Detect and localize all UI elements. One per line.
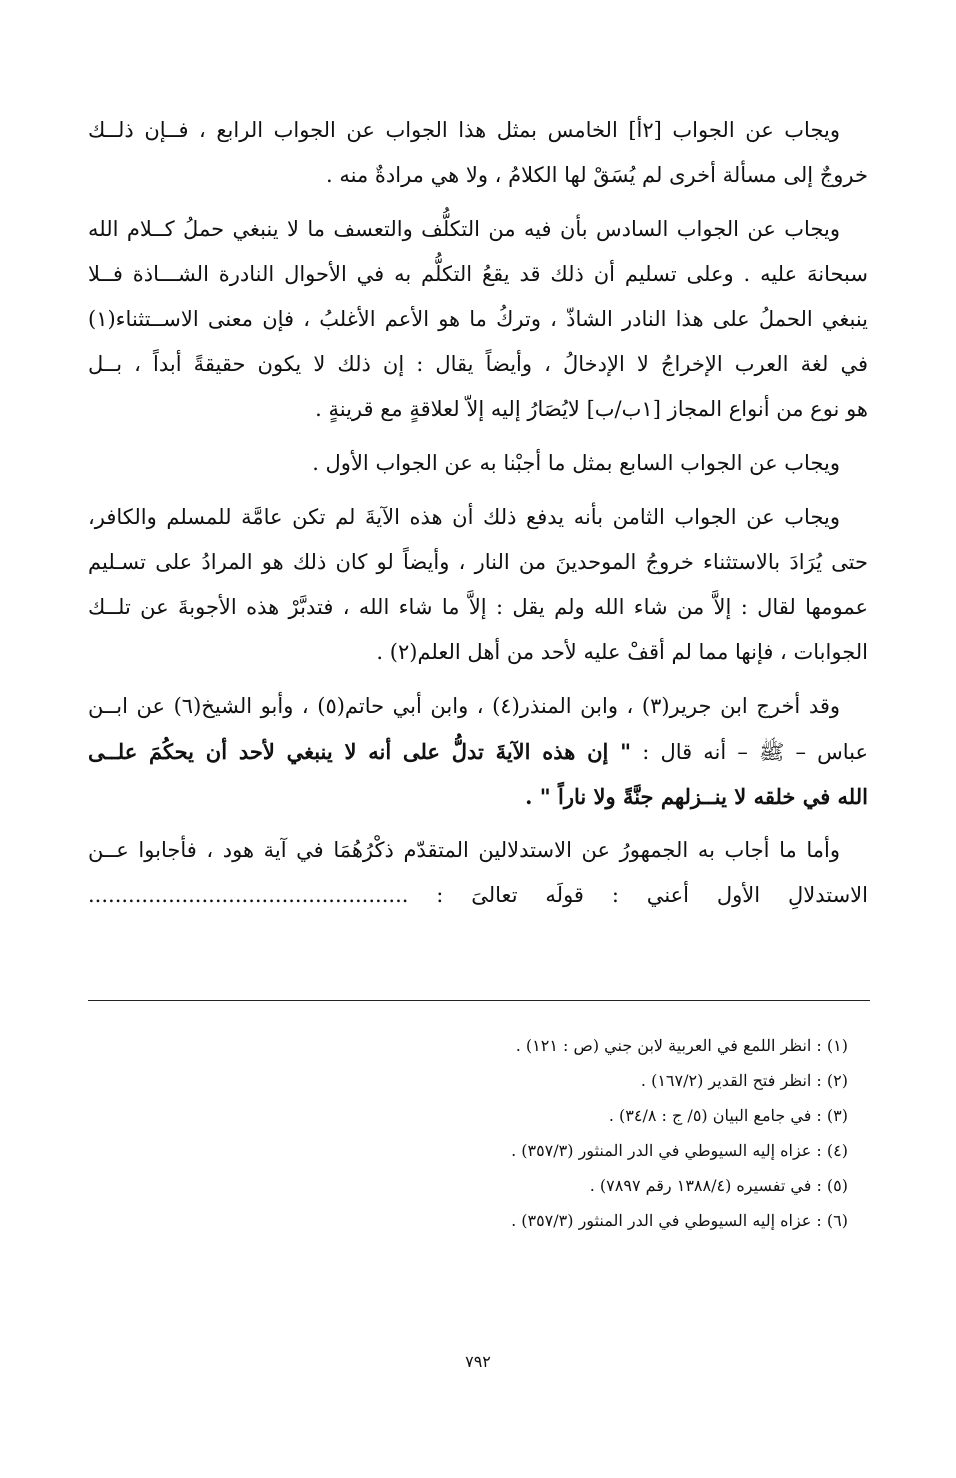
text-line: الاستدلالِ الأول أعني : قولَه تعالىَ : ................................................ [88,883,868,907]
footnote: (١) : انظر اللمع في العربية لابن جني (ص : ١٢١) . [515,1036,848,1055]
quote-text: الله في خلقه لا ينــزلهم جنَّةً ولا ناراً " . [525,784,868,809]
quote-intro: عباس – ﷺ – أنه قال : [642,740,868,764]
text-line: في لغة العرب الإخراجُ لا الإدخالُ ، وأيضاً يقال : إن ذلك لا يكون حقيقةً أبداً ، بــل [88,352,868,376]
text-line: هو نوع من أنواع المجاز [١ب/ب] لايُصَارُ إليه إلاّ لعلاقةٍ مع قرينةٍ . [315,397,868,421]
quote-text: " إن هذه الآيةَ تدلُّ على أنه لا ينبغي لأحد أن يحكُمَ علــى [88,739,632,764]
text-line: سبحانهَ عليه . وعلى تسليم أن ذلك قد يقعُ التكلُّم به في الأحوال النادرة الشـــاذة فــلا [88,262,868,286]
text-line: خروجٌ إلى مسألة أخرى لم يُسَقْ لها الكلامُ ، ولا هي مرادةٌ منه . [326,163,868,187]
footnote: (٦) : عزاه إليه السيوطي في الدر المنثور (٣٥٧/٣) . [511,1211,848,1230]
footnotes [88,1028,848,1238]
main-text [88,108,868,918]
footnote: (٢) : انظر فتح القدير (١٦٧/٢) . [640,1071,848,1090]
footnote: (٥) : في تفسيره (١٣٨٨/٤ رقم ٧٨٩٧) . [589,1176,848,1195]
text-line: وقد أخرج ابن جرير(٣) ، وابن المنذر(٤) ، وابن أبي حاتم(٥) ، وأبو الشيخ(٦) عن ابــن [88,694,841,718]
text-line [88,729,868,774]
page-number: ٧٩٢ [465,1352,491,1371]
text-line: ويجاب عن الجواب السابع بمثل ما أجبْنا به عن الجواب الأول . [312,451,840,475]
footnote-separator [88,1000,870,1001]
text-line: ويجاب عن الجواب السادس بأن فيه من التكلُّف والتعسف ما لا ينبغي حملُ كــلام الله [88,217,840,241]
text-line: ويجاب عن الجواب [٢أ] الخامس بمثل هذا الجواب عن الجواب الرابع ، فــإن ذلــك [88,118,840,142]
text-line: عمومها لقال : إلاَّ من شاء الله ولم يقل : إلاَّ ما شاء الله ، فتدبَّرْ هذه الأجوبةَ عن تلــك [88,595,868,619]
text-line: ينبغي الحملُ على هذا النادر الشاذّ ، وتركُ ما هو الأعم الأغلبُ ، فإن معنى الاســتثناء(١) [88,307,868,331]
text-line: الجوابات ، فإنها مما لم أقفْ عليه لأحد من أهل العلم(٢) . [376,640,868,664]
footnote: (٣) : في جامع البيان (٥/ ج : ٣٤/٨) . [608,1106,848,1125]
text-line: حتى يُرَادَ بالاستثناء خروجُ الموحدينَ من النار ، وأيضاً لو كان ذلك هو المرادُ على تسـليم [88,550,868,574]
text-line: وأما ما أجاب به الجمهورُ عن الاستدلالين المتقدّم ذكْرُهُمَا في آية هود ، فأجابوا عــن [88,838,840,862]
footnote: (٤) : عزاه إليه السيوطي في الدر المنثور (٣٥٧/٣) . [511,1141,848,1160]
text-line: ويجاب عن الجواب الثامن بأنه يدفع ذلك أن هذه الآيةَ لم تكن عامَّة للمسلم والكافر، [88,505,840,529]
